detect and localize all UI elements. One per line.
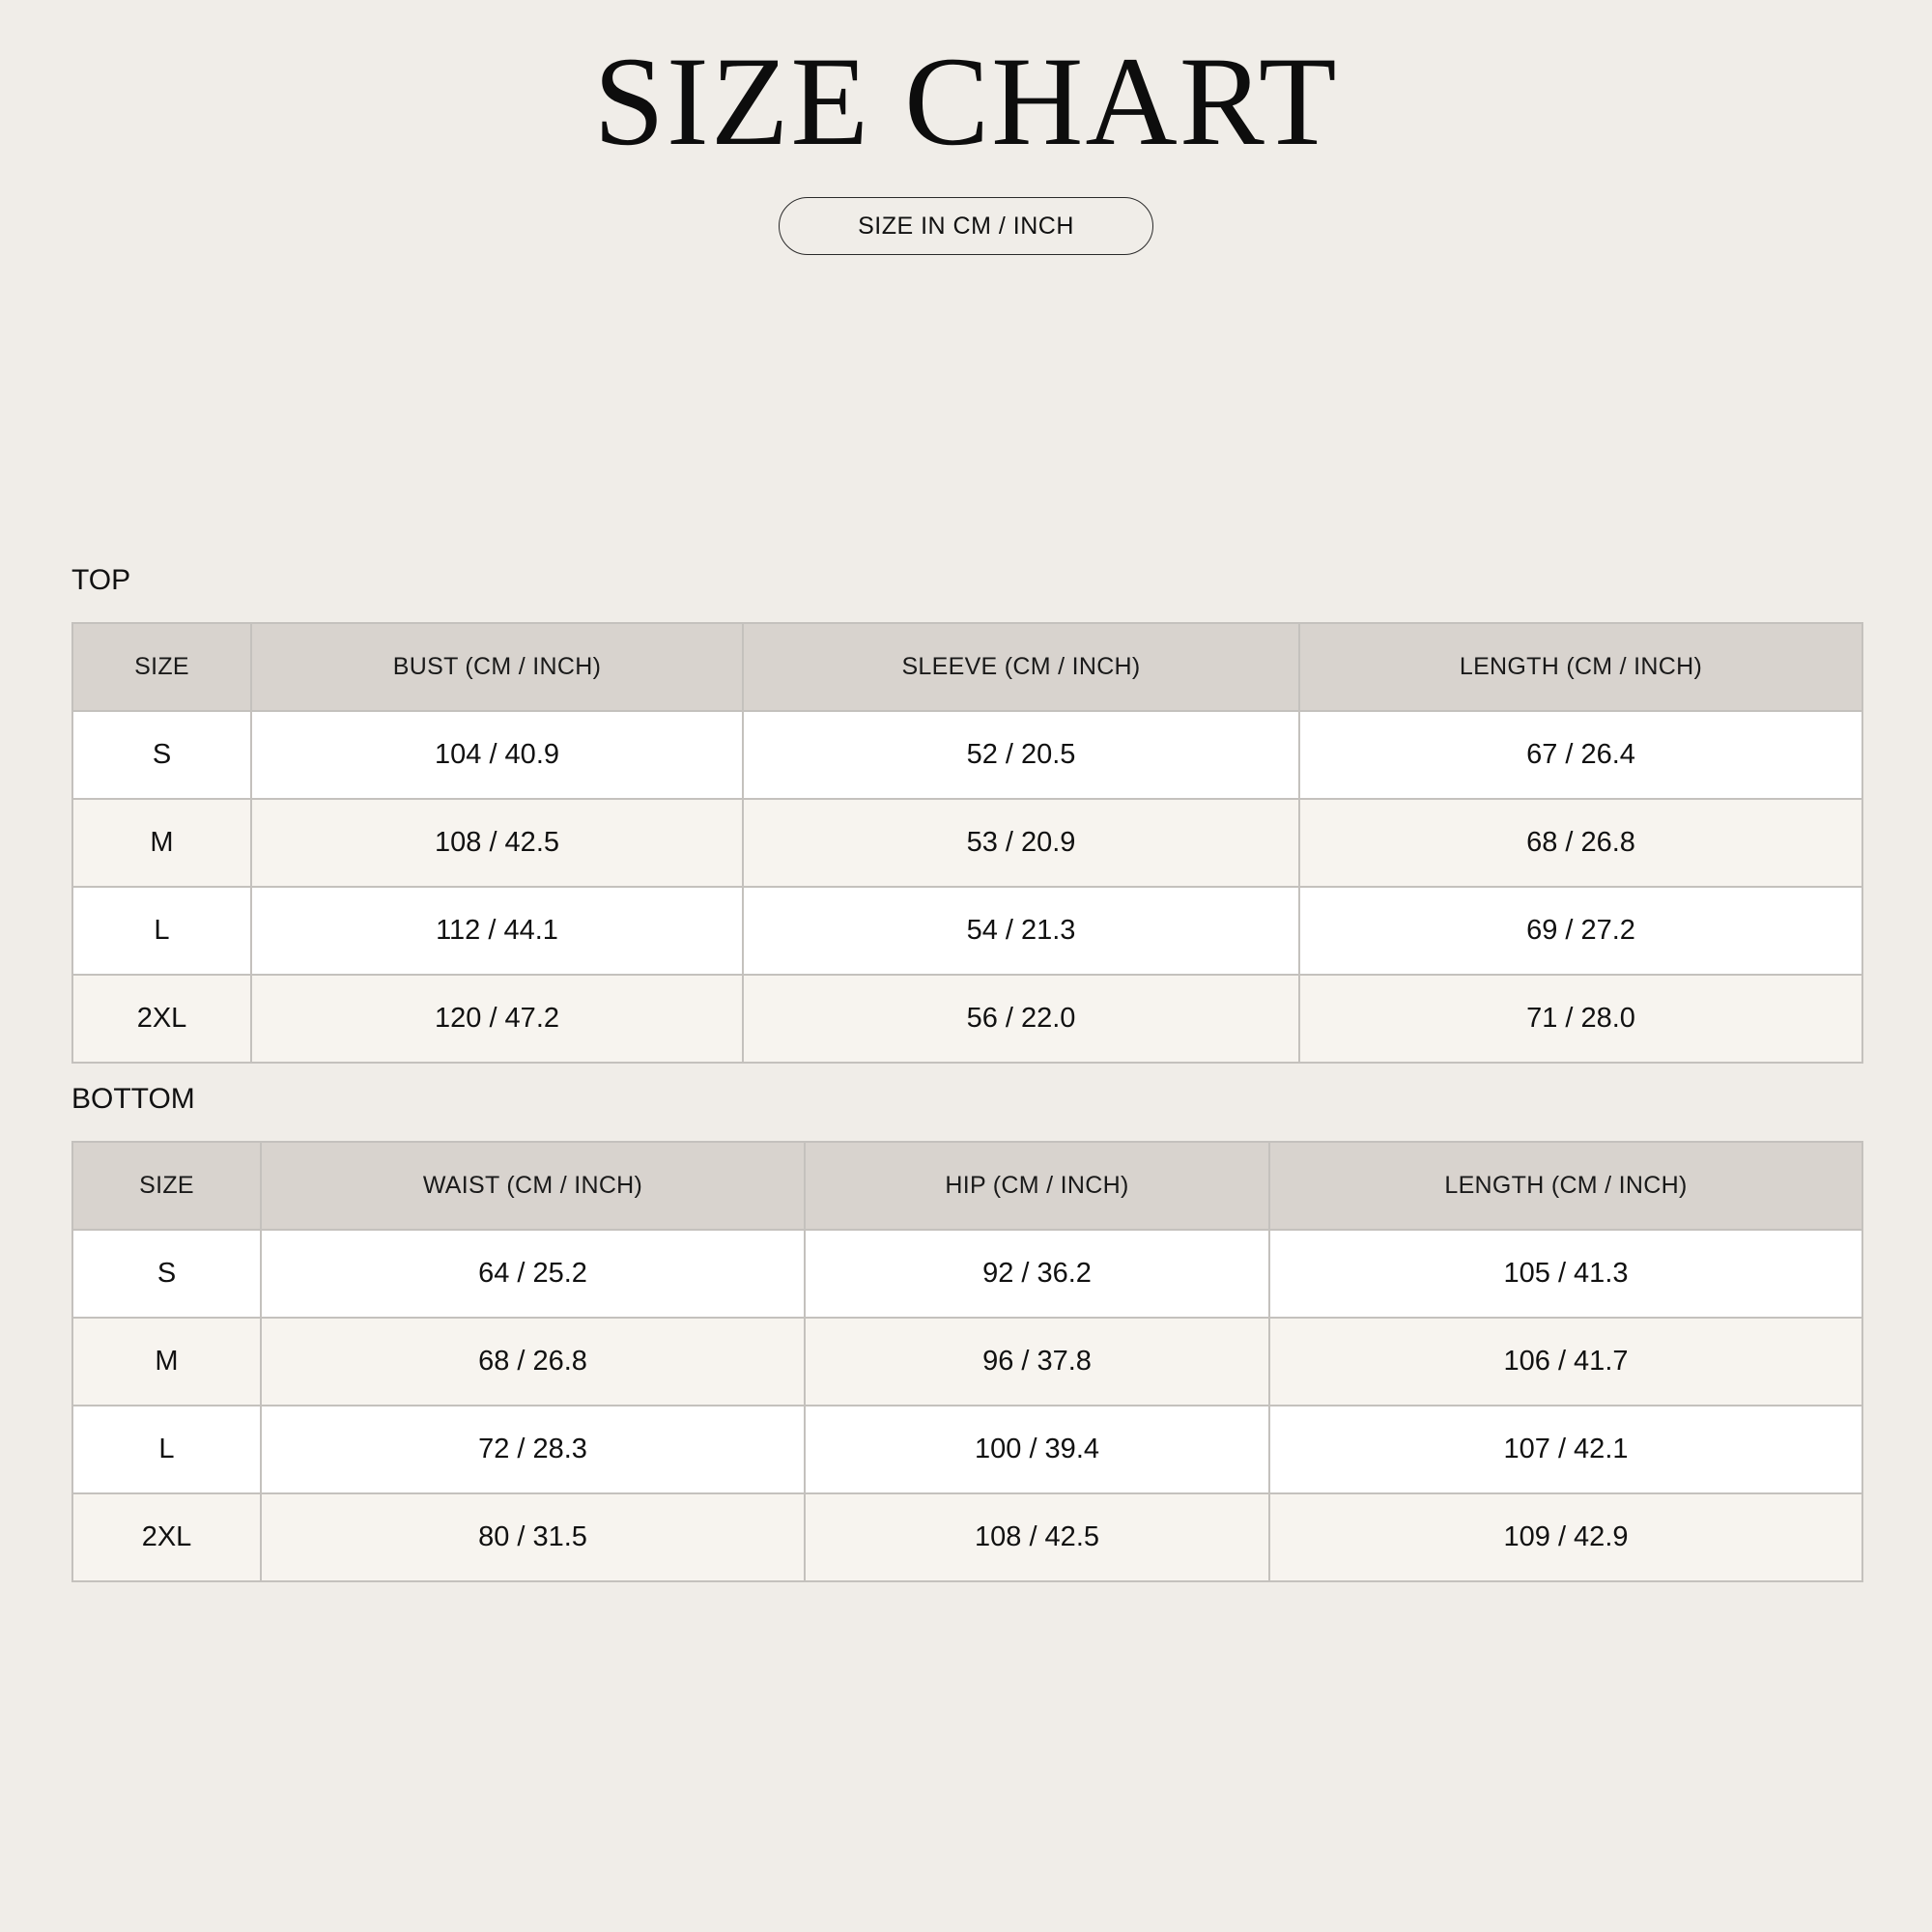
sleeve-cell: 53 / 20.9 (743, 799, 1299, 887)
column-header-sleeve: SLEEVE (CM / INCH) (743, 623, 1299, 711)
length-cell: 107 / 42.1 (1269, 1406, 1862, 1493)
sleeve-cell: 52 / 20.5 (743, 711, 1299, 799)
size-cell: L (72, 887, 251, 975)
size-cell: S (72, 711, 251, 799)
column-header-length: LENGTH (CM / INCH) (1269, 1142, 1862, 1230)
table-row (72, 799, 1862, 887)
column-header-hip: HIP (CM / INCH) (805, 1142, 1269, 1230)
table-header-row (72, 623, 1862, 711)
size-cell: L (72, 1406, 261, 1493)
top-size-table (71, 622, 1863, 1064)
size-cell: M (72, 1318, 261, 1406)
hip-cell: 92 / 36.2 (805, 1230, 1269, 1318)
column-header-bust: BUST (CM / INCH) (251, 623, 743, 711)
table-header-row (72, 1142, 1862, 1230)
waist-cell: 64 / 25.2 (261, 1230, 805, 1318)
length-cell: 68 / 26.8 (1299, 799, 1862, 887)
length-cell: 67 / 26.4 (1299, 711, 1862, 799)
sleeve-cell: 54 / 21.3 (743, 887, 1299, 975)
bust-cell: 104 / 40.9 (251, 711, 743, 799)
section-label-top: TOP (71, 564, 131, 596)
table-row (72, 1406, 1862, 1493)
bust-cell: 120 / 47.2 (251, 975, 743, 1063)
page-title: SIZE CHART (593, 30, 1339, 172)
column-header-size: SIZE (72, 1142, 261, 1230)
bust-cell: 108 / 42.5 (251, 799, 743, 887)
waist-cell: 72 / 28.3 (261, 1406, 805, 1493)
size-cell: 2XL (72, 975, 251, 1063)
sleeve-cell: 56 / 22.0 (743, 975, 1299, 1063)
length-cell: 106 / 41.7 (1269, 1318, 1862, 1406)
waist-cell: 68 / 26.8 (261, 1318, 805, 1406)
length-cell: 69 / 27.2 (1299, 887, 1862, 975)
section-label-bottom: BOTTOM (71, 1083, 195, 1115)
table-row (72, 1318, 1862, 1406)
table-row (72, 711, 1862, 799)
size-cell: S (72, 1230, 261, 1318)
waist-cell: 80 / 31.5 (261, 1493, 805, 1581)
table-row (72, 1493, 1862, 1581)
column-header-size: SIZE (72, 623, 251, 711)
length-cell: 71 / 28.0 (1299, 975, 1862, 1063)
column-header-waist: WAIST (CM / INCH) (261, 1142, 805, 1230)
size-cell: 2XL (72, 1493, 261, 1581)
column-header-length: LENGTH (CM / INCH) (1299, 623, 1862, 711)
hip-cell: 108 / 42.5 (805, 1493, 1269, 1581)
unit-badge: SIZE IN CM / INCH (779, 197, 1153, 255)
hip-cell: 96 / 37.8 (805, 1318, 1269, 1406)
bust-cell: 112 / 44.1 (251, 887, 743, 975)
table-row (72, 1230, 1862, 1318)
table-row (72, 975, 1862, 1063)
length-cell: 105 / 41.3 (1269, 1230, 1862, 1318)
hip-cell: 100 / 39.4 (805, 1406, 1269, 1493)
bottom-size-table (71, 1141, 1863, 1582)
table-row (72, 887, 1862, 975)
size-cell: M (72, 799, 251, 887)
length-cell: 109 / 42.9 (1269, 1493, 1862, 1581)
